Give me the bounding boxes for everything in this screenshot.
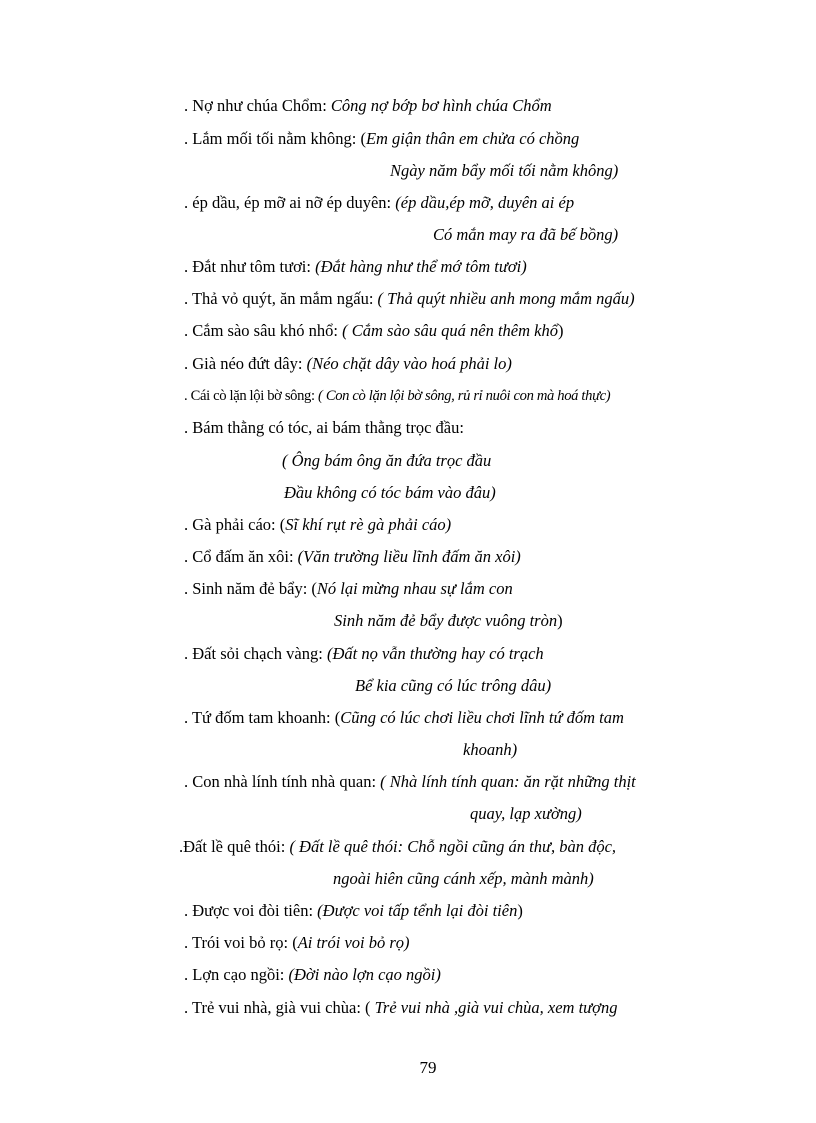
entry-line (184, 515, 451, 535)
entry-line (184, 965, 441, 985)
verse-text: (Được voi tấp tểnh lại đòi tiên (317, 901, 518, 920)
entry-line (184, 901, 523, 921)
entry-line (184, 772, 636, 792)
proverb-text: . Thả vỏ quýt, ăn mắm ngấu: (184, 289, 378, 308)
proverb-text: . Sinh năm đẻ bẩy: ( (184, 579, 317, 598)
verse-text: (ép dầu,ép mỡ, duyên ai ép (395, 193, 575, 212)
entry-line (184, 547, 521, 567)
proverb-text: .Đất lề quê thói: (179, 837, 290, 856)
proverb-text: . Được voi đòi tiên: (184, 901, 318, 920)
proverb-text: . Con nhà lính tính nhà quan: (184, 772, 381, 791)
entry-line (184, 354, 512, 374)
verse-text: Có mắn may ra đã bế bồng) (433, 225, 619, 244)
entry-line (433, 225, 618, 245)
proverb-text: . Bám thằng có tóc, ai bám thằng trọc đầu: (184, 418, 464, 437)
proverb-text: . Cổ đấm ăn xôi: (184, 547, 298, 566)
entry-line (355, 676, 551, 696)
entry-line (184, 289, 635, 309)
verse-text: ( Đất lề quê thói: Chỗ ngồi cũng án thư, bàn độc, (289, 837, 617, 856)
closing-text: ) (557, 611, 563, 630)
verse-text: Đầu không có tóc bám vào đâu) (284, 483, 496, 502)
closing-text: ) (517, 901, 523, 920)
proverb-text: . Trẻ vui nhà, già vui chùa: ( (184, 998, 375, 1017)
entry-line (284, 483, 496, 503)
verse-text: khoanh) (463, 740, 518, 759)
entry-line (184, 998, 617, 1018)
verse-text: Ngày năm bẩy mối tối nằm không) (390, 161, 619, 180)
entry-line (390, 161, 618, 181)
entry-line (184, 708, 624, 728)
verse-text: ( Con cò lặn lội bờ sông, rủ rỉ nuôi con mà hoá thực) (318, 388, 611, 404)
verse-text: ( Nhà lính tính quan: ăn rặt những thịt (380, 772, 636, 791)
verse-text: Cũng có lúc chơi liều chơi lĩnh tứ đốm tam (340, 708, 624, 727)
verse-text: Sinh năm đẻ bẩy được vuông tròn (334, 611, 558, 630)
entry-line (184, 96, 552, 116)
verse-text: Bể kia cũng có lúc trông dâu) (355, 676, 552, 695)
entry-line (184, 321, 563, 341)
verse-text: Trẻ vui nhà ,già vui chùa, xem tượng (374, 998, 618, 1017)
page-number: 79 (419, 1058, 437, 1077)
verse-text: quay, lạp xường) (470, 804, 582, 823)
verse-text: Nó lại mừng nhau sự lắm con (316, 579, 513, 598)
proverb-text: . Lắm mối tối nằm không: ( (184, 129, 366, 148)
proverb-text: . Đất sỏi chạch vàng: (184, 644, 327, 663)
proverb-text: . Già néo đứt dây: (184, 354, 307, 373)
entry-line (334, 611, 563, 631)
entry-line (184, 386, 610, 406)
proverb-text: . Cắm sào sâu khó nhổ: (184, 321, 343, 340)
entry-line (184, 129, 579, 149)
entry-line (184, 579, 513, 599)
entry-line (184, 644, 544, 664)
entry-line (184, 418, 464, 438)
verse-text: Ai trói voi bỏ rọ) (297, 933, 410, 952)
proverb-text: . ép dầu, ép mỡ ai nỡ ép duyên: (184, 193, 396, 212)
verse-text: (Đời nào lợn cạo ngồi) (288, 965, 441, 984)
entry-line (470, 804, 582, 824)
entry-line (184, 257, 527, 277)
proverb-text: . Đắt như tôm tươi: (184, 257, 316, 276)
verse-text: ( Thả quýt nhiều anh mong mắm ngấu) (377, 289, 635, 308)
entry-line (282, 451, 491, 471)
entry-line (333, 869, 594, 889)
entry-line (463, 740, 517, 760)
verse-text: Em giận thân em chửa có chồng (365, 129, 580, 148)
verse-text: ngoài hiên cũng cánh xếp, mành mành) (333, 869, 594, 888)
closing-text: ) (557, 321, 564, 340)
verse-text: ( Ông bám ông ăn đứa trọc đầu (282, 451, 492, 470)
verse-text: ( Cắm sào sâu quá nên thêm khổ (342, 321, 558, 340)
verse-text: (Néo chặt dây vào hoá phải lo) (306, 354, 512, 373)
proverb-text: . Lợn cạo ngồi: (184, 965, 289, 984)
proverb-text: . Trói voi bỏ rọ: ( (184, 933, 298, 952)
verse-text: Công nợ bớp bơ hình chúa Chổm (330, 96, 552, 115)
proverb-text: . Cái cò lặn lội bờ sông: (184, 388, 319, 404)
verse-text: (Đắt hàng như thể mớ tôm tươi) (315, 257, 527, 276)
proverb-text: . Nợ như chúa Chổm: (184, 96, 331, 115)
proverb-text: . Tứ đốm tam khoanh: ( (184, 708, 341, 727)
entry-line (184, 933, 410, 953)
verse-text: (Văn trường liều lĩnh đấm ăn xôi) (297, 547, 521, 566)
entry-line (184, 193, 574, 213)
verse-text: (Đất nọ vẫn thường hay có trạch (326, 644, 544, 663)
proverb-text: . Gà phải cáo: ( (184, 515, 286, 534)
entry-line (179, 837, 616, 857)
verse-text: Sĩ khí rụt rè gà phải cáo) (285, 515, 452, 534)
